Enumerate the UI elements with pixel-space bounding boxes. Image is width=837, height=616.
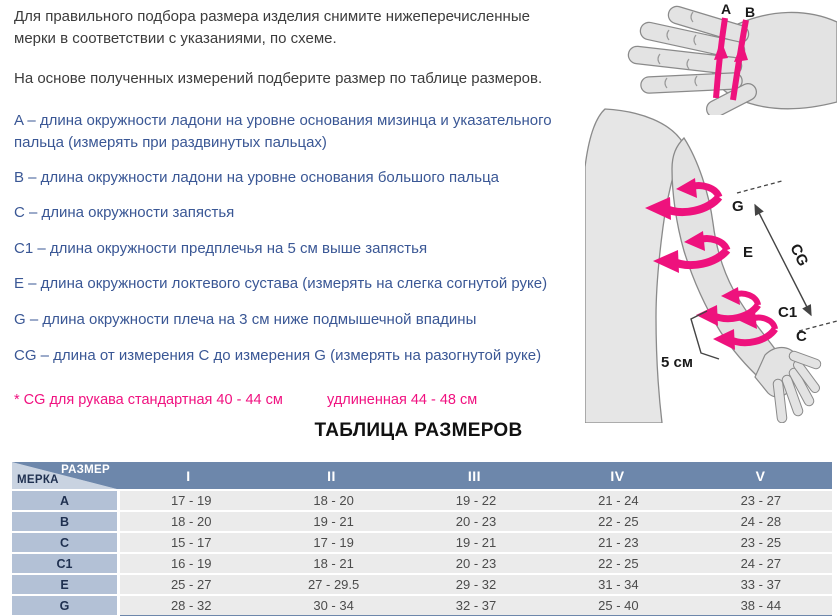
row-label: A — [12, 491, 117, 510]
measurement-item-a: A – длина окружности ладони на уровне основания мизинца и указательного пальца (измерять при раздвинутых пальцах) — [14, 112, 552, 151]
size-table-title: ТАБЛИЦА РАЗМЕРОВ — [314, 420, 523, 441]
measurement-item-b: B – длина окружности ладони на уровне основания большого пальца — [14, 169, 500, 186]
size-cell: 23 - 27 — [740, 493, 782, 508]
arm-measurement-diagram — [585, 105, 837, 423]
size-cell: 20 - 23 — [455, 514, 497, 529]
measurement-item-e: E – длина окружности локтевого сустава (измерять на слегка согнутой руке) — [14, 275, 548, 292]
note-standard-length: * CG для рукава стандартная 40 - 44 см — [14, 392, 283, 408]
size-cell: 16 - 19 — [170, 556, 212, 571]
size-cell: 30 - 34 — [313, 598, 354, 613]
corner-label-measure: МЕРКА — [17, 474, 59, 486]
table-row — [12, 512, 832, 531]
table-header-column: II — [327, 467, 336, 484]
size-cell: 19 - 22 — [455, 493, 497, 508]
size-cell: 19 - 21 — [455, 535, 497, 550]
size-cell: 31 - 34 — [598, 577, 639, 592]
size-table-header-row — [12, 462, 832, 489]
row-label: E — [12, 575, 117, 594]
size-cell: 18 - 20 — [170, 514, 212, 529]
table-header-column: I — [186, 467, 191, 484]
table-row — [12, 575, 832, 594]
size-cell: 25 - 40 — [598, 598, 639, 613]
size-cell: 18 - 20 — [313, 493, 354, 508]
size-cell: 33 - 37 — [740, 577, 782, 592]
hand-measurement-diagram — [620, 2, 837, 115]
size-cell: 38 - 44 — [740, 598, 782, 613]
size-cell: 20 - 23 — [455, 556, 497, 571]
size-table — [12, 462, 832, 616]
size-cell: 27 - 29.5 — [307, 577, 360, 592]
table-row — [12, 533, 832, 552]
size-cell: 21 - 23 — [598, 535, 639, 550]
size-cell: 22 - 25 — [598, 514, 639, 529]
row-label: C1 — [12, 554, 117, 573]
size-cell: 17 - 19 — [313, 535, 354, 550]
row-values — [120, 554, 832, 573]
size-cell: 22 - 25 — [598, 556, 639, 571]
row-label: C — [12, 533, 117, 552]
row-values — [120, 491, 832, 510]
table-header-column: III — [467, 467, 482, 484]
size-table-columns — [117, 462, 832, 489]
size-cell: 25 - 27 — [170, 577, 212, 592]
row-values — [120, 512, 832, 531]
size-cell: 23 - 25 — [740, 535, 782, 550]
corner-label-size: РАЗМЕР — [61, 464, 110, 476]
size-cell: 29 - 32 — [455, 577, 497, 592]
size-cell: 32 - 37 — [455, 598, 497, 613]
measurement-item-g: G – длина окружности плеча на 3 см ниже подмышечной впадины — [14, 311, 477, 328]
hand-label-b: B — [744, 4, 756, 20]
note-extended-length: удлиненная 44 - 48 см — [327, 392, 478, 408]
size-cell: 19 - 21 — [313, 514, 354, 529]
sleeve-length-note — [0, 392, 600, 412]
measurement-item-c1: C1 – длина окружности предплечья на 5 см выше запястья — [14, 240, 428, 257]
measurement-item-cg: CG – длина от измерения C до измерения G (измерять на разогнутой руке) — [14, 347, 542, 364]
size-cell: 24 - 28 — [740, 514, 782, 529]
table-header-column: IV — [610, 467, 625, 484]
measurement-item-c: C – длина окружности запястья — [14, 204, 235, 221]
table-row — [12, 596, 832, 615]
size-table-corner-cell — [12, 462, 117, 489]
size-cell: 28 - 32 — [170, 598, 212, 613]
arm-label-g: G — [732, 198, 744, 215]
table-header-column: V — [755, 467, 766, 484]
arm-label-cg: CG — [786, 241, 812, 269]
size-cell: 24 - 27 — [740, 556, 782, 571]
row-values — [120, 533, 832, 552]
size-table-body — [12, 491, 832, 615]
row-values — [120, 575, 832, 594]
arm-label-e: E — [743, 244, 754, 261]
size-cell: 21 - 24 — [598, 493, 639, 508]
arm-label-c1: C1 — [778, 304, 798, 321]
arm-label-5cm: 5 см — [661, 354, 693, 371]
size-cell: 15 - 17 — [170, 535, 212, 550]
intro-paragraph-2: На основе полученных измерений подберите размер по таблице размеров. — [14, 70, 543, 87]
hand-label-a: A — [720, 2, 732, 17]
intro-paragraph-1: Для правильного подбора размера изделия снимите нижеперечисленные мерки в соответствии с указаниями, по схеме. — [14, 8, 530, 47]
size-cell: 17 - 19 — [170, 493, 212, 508]
arm-label-c: C — [796, 328, 807, 345]
row-label: B — [12, 512, 117, 531]
size-cell: 18 - 21 — [313, 556, 354, 571]
table-row — [12, 554, 832, 573]
row-values — [120, 596, 832, 615]
table-row — [12, 491, 832, 510]
row-label: G — [12, 596, 117, 615]
